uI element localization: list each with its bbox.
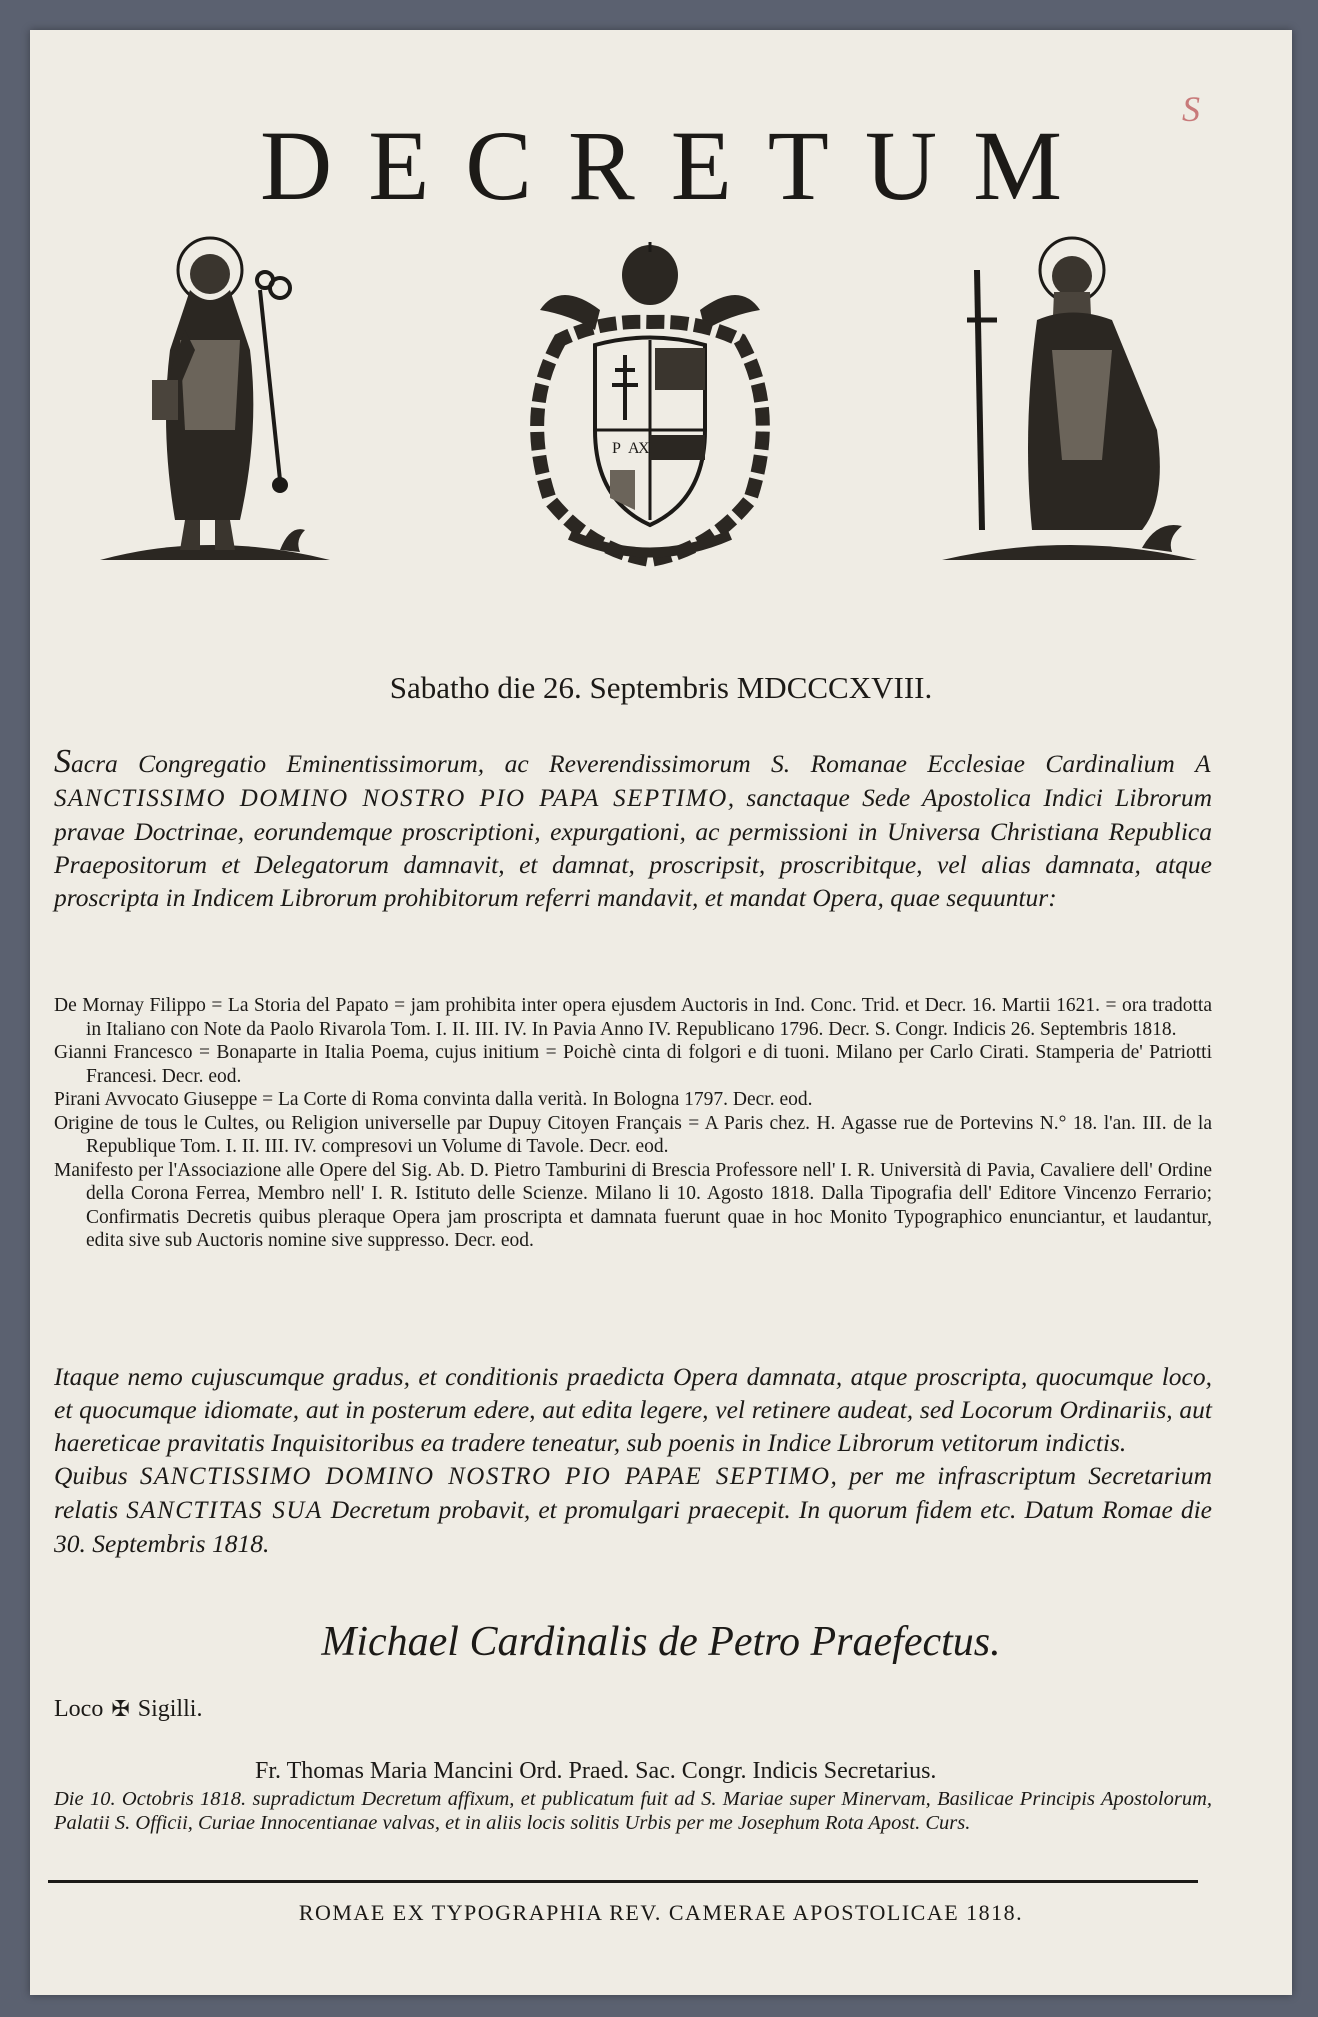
list-item: Pirani Avvocato Giuseppe = La Corte di Roma convinta dalla verità. In Bologna 1797. Decr. eod. <box>54 1089 813 1110</box>
list-item: Gianni Francesco = Bonaparte in Italia Poema, cujus initium = Poichè cinta di folgori e di tuoni. Milano per Carlo Cirati. Stamperia de' Patriotti Francesi. Decr. eod. <box>54 1042 1212 1087</box>
publication-note: Die 10. Octobris 1818. supradictum Decretum affixum, et publicatum fuit ad S. Mariae super Minervam, Basilicae Principis Apostolorum, Palatii S. Officii, Curiae Innocentianae valvas, et in aliis locis solitis Urbis per me Josephum Rota Apost. Curs. <box>54 1788 1212 1834</box>
arms-letter-x: X <box>638 440 650 457</box>
saint-peter-woodcut <box>90 230 340 570</box>
decree-sheet <box>30 30 1292 1995</box>
maltese-cross-icon: ✠ <box>111 1696 130 1721</box>
intro-pope-name: A SANCTISSIMO DOMINO NOSTRO PIO PAPA SEPTIMO <box>54 751 1212 812</box>
intro-initial: S <box>54 743 71 780</box>
list-item: Origine de tous le Cultes, ou Religion universelle par Dupuy Citoyen Français = A Paris chez. H. Agasse rue de Portevins N.° 18. l'an. III. de la Republique Tom. I. II. III. IV. compresovi un Volume di Tavole. Decr. eod. <box>54 1112 1212 1157</box>
page-title: DECRETUM <box>260 110 1098 221</box>
papal-coat-of-arms <box>500 240 800 570</box>
sigilli-label: Sigilli. <box>137 1696 203 1722</box>
closing-text-b: Quibus <box>54 1461 140 1490</box>
decree-intro-paragraph <box>54 745 1212 914</box>
list-item: De Mornay Filippo = La Storia del Papato = jam prohibita inter opera ejusdem Auctoris in Ind. Conc. Trid. et Decr. 16. Martii 1621. = ora tradotta in Italiano con Note da Paolo Rivarola Tom. I. II. III. IV. In Pavia Anno IV. Republicano 1796. Decr. S. Congr. Indicis 26. Septembris 1818. <box>54 995 1212 1040</box>
secretary-line: Fr. Thomas Maria Mancini Ord. Praed. Sac. Congr. Indicis Secretarius. <box>255 1758 937 1784</box>
intro-text-a: acra Congregatio Eminentissimorum, ac Reverendissimorum S. Romanae Ecclesiae Cardinalium <box>71 749 1196 778</box>
intro-text-b: , sanctaque Sede Apostolica Indici Librorum pravae Doctrinae, eorundemque proscriptioni, expurgationi, ac permissioni in Universa Christiana Republica Praepositorum et Delegatorum damnavit, et damnat, proscripsit, proscribitque, vel alias damnata, atque proscripta in Indicem Librorum prohibitorum referri mandavit, et mandat Opera, quae sequuntur: <box>54 783 1212 912</box>
seal-location <box>54 1696 202 1723</box>
arms-letter-p: P <box>612 440 621 457</box>
closing-text-d: Decretum probavit, et promulgari praecepit. In quorum fidem etc. Datum Romae die 30. Septembris 1818. <box>54 1495 1212 1558</box>
arms-letter-a: A <box>628 440 640 457</box>
condemned-works-list <box>54 994 1212 1253</box>
decree-closing-paragraph <box>54 1360 1212 1560</box>
locus-label: Loco <box>54 1696 104 1722</box>
decree-date: Sabatho die 26. Septembris MDCCCXVIII. <box>389 670 933 705</box>
closing-text-a: Itaque nemo cujuscumque gradus, et conditionis praedicta Opera damnata, atque proscripta, quocumque loco, et quocumque idiomate, aut in posterum edere, aut edita legere, vel retinere audeat, sed Locorum Ordinariis, aut haereticae pravitatis Inquisitoribus ea tradere teneatur, sub poenis in Indice Librorum vetitorum indictis. <box>54 1362 1212 1457</box>
closing-pope-name: SANCTISSIMO DOMINO NOSTRO PIO PAPAE SEPTIMO <box>139 1463 831 1490</box>
divider <box>48 1880 1198 1883</box>
saint-paul-woodcut <box>942 230 1202 570</box>
cardinal-signature: Michael Cardinalis de Petro Praefectus. <box>321 1619 1001 1665</box>
list-item: Manifesto per l'Associazione alle Opere del Sig. Ab. D. Pietro Tamburini di Brescia Professore nell' I. R. Università di Pavia, Cavaliere dell' Ordine della Corona Ferrea, Membro nell' I. R. Istituto delle Scienze. Milano li 10. Agosto 1818. Dalla Tipografia dell' Editore Vincenzo Ferrario; Confirmatis Decretis quibus pleraque Opera jam proscripta et damnata fuerunt quae in hoc Monito Typographico enunciantur, et laudantur, edita sive sub Auctoris nomine sive suppresso. Decr. eod. <box>54 1159 1212 1251</box>
printer-imprint: ROMAE EX TYPOGRAPHIA REV. CAMERAE APOSTOLICAE 1818. <box>298 1900 1024 1925</box>
closing-text-c: , per me infrascriptum Secretarium relatis <box>54 1461 1212 1524</box>
closing-sanctitas: SANCTITAS SUA <box>126 1497 323 1524</box>
pencil-mark: S <box>1182 89 1200 129</box>
